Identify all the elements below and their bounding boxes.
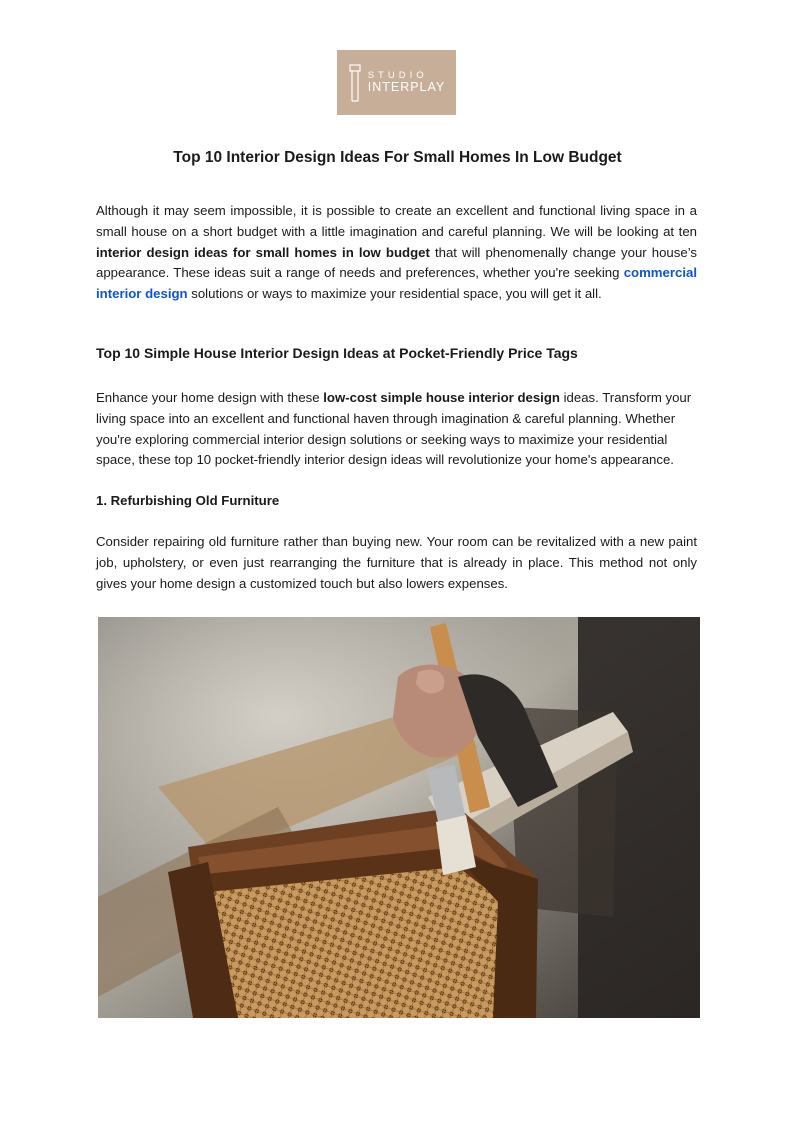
studio-interplay-logo [337, 50, 456, 115]
section-paragraph: Enhance your home design with these low-cost simple house interior design ideas. Transform your living space into an excellent and functional haven through imagination & careful planning. Whether you're exploring commercial interior design solutions or seeking ways to maximize your residential space, these top 10 pocket-friendly interior design ideas will revolutionize your home's appearance. [96, 390, 692, 468]
intro-paragraph: Although it may seem impossible, it is possible to create an excellent and functional living space in a small house on a short budget with a little imagination and careful planning. We will be looking at ten interior design ideas for small homes in low budget that will phenomenally change your house’s appearance. These ideas suit a range of needs and preferences, whether you're seeking commercial interior design solutions or ways to maximize your residential space, you will get it all. [96, 203, 697, 302]
item-1-paragraph: Consider repairing old furniture rather than buying new. Your room can be revitalized with a new paint job, upholstery, or even just rearranging the furniture that is already in place. This method not only gives your home design a customized touch but also lowers expenses. [96, 534, 697, 591]
commercial-interior-design-link[interactable]: commercial interior design [96, 265, 697, 302]
logo-mark-icon [348, 64, 362, 102]
item-1-heading: 1. Refurbishing Old Furniture [96, 493, 280, 508]
furniture-refurbishing-photo [98, 617, 700, 1018]
section-keyword: low-cost simple house interior design [323, 390, 560, 405]
section-heading: Top 10 Simple House Interior Design Ideas at Pocket-Friendly Price Tags [96, 345, 578, 361]
page-title: Top 10 Interior Design Ideas For Small Homes In Low Budget [173, 149, 622, 166]
intro-keyword: interior design ideas for small homes in low budget [96, 244, 430, 260]
logo-line-2: INTERPLAY [367, 79, 446, 94]
logo-line-1: STUDIO [367, 69, 428, 81]
painting-chair-image [98, 617, 700, 1018]
